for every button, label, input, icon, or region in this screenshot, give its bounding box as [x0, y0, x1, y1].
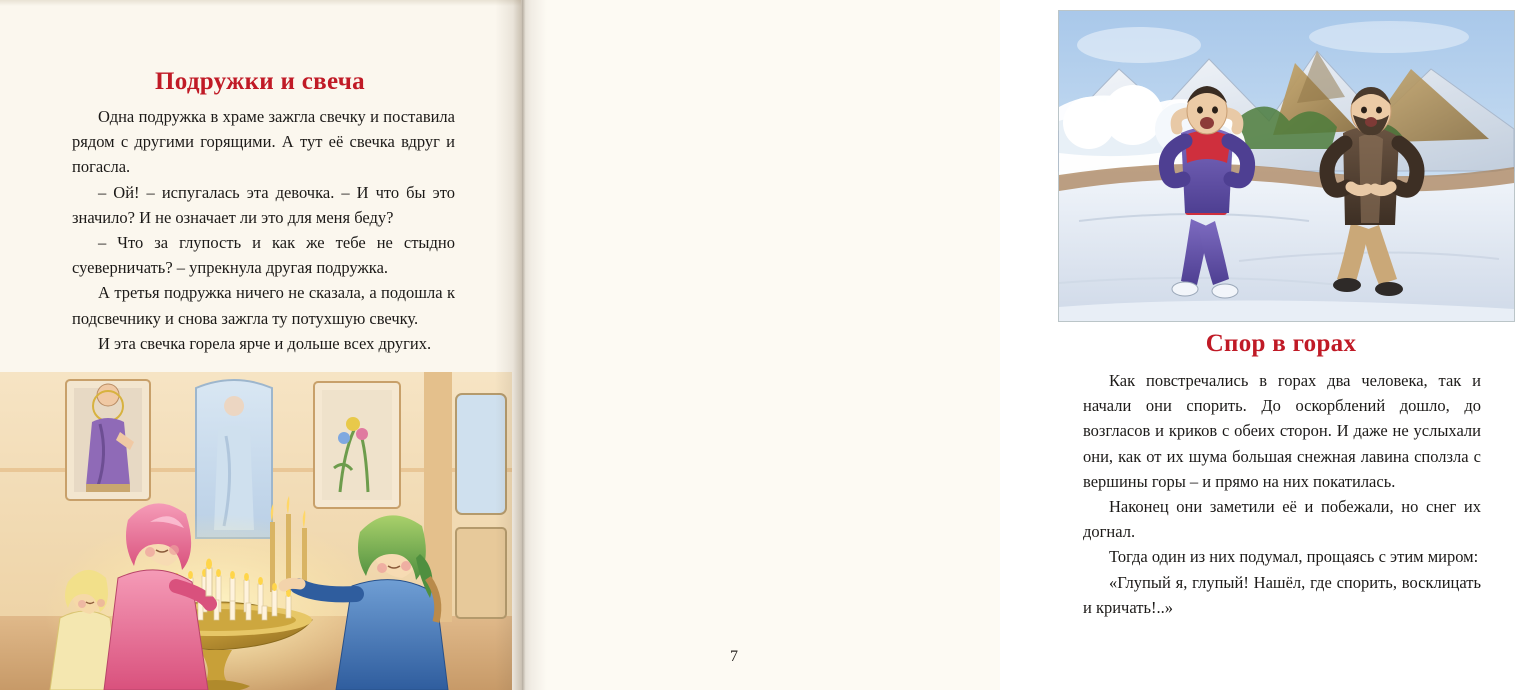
paragraph: Наконец они заметили её и побежали, но снег их догнал. — [1083, 497, 1481, 542]
paragraph: «Глупый я, глупый! Нашёл, где спорить, восклицать и кричать!..» — [1083, 572, 1481, 617]
mountain-avalanche-illustration — [1058, 10, 1515, 322]
right-page — [521, 0, 1481, 690]
left-page — [0, 0, 521, 690]
paragraph: А третья подружка ничего не сказала, а подошла к подсвечнику и снова зажгла ту потухшую свечку. — [72, 283, 455, 328]
page-number: 7 — [730, 648, 738, 665]
paragraph: Как повстречались в горах два человека, так и начали они спорить. До оскорблений дошло, до возгласов и криков с обеих сторон. И даже не услыхали они, как от их шума большая снежная лавина сползла с вершины горы – и прямо на них покатилась. — [1083, 371, 1481, 491]
paragraph: И эта свечка горела ярче и дольше всех других. — [98, 333, 432, 353]
paragraph: – Что за глупость и как же тебе не стыдно суеверничать? – упрекнула другая подружка. — [72, 233, 455, 278]
right-story-body — [1083, 368, 1481, 620]
paragraph: Одна подружка в храме зажгла свечку и поставила рядом с другими горящими. А тут её свечка вдруг и погасла. — [72, 107, 455, 177]
left-story-body — [72, 104, 455, 356]
book-gutter — [513, 0, 531, 690]
paragraph: – Ой! – испугалась эта девочка. – И что бы это значило? И не означает ли это для меня беду? — [72, 182, 455, 227]
page-edge-highlight — [0, 0, 521, 6]
left-story-title: Подружки и свеча — [155, 68, 365, 95]
paragraph: Тогда один из них подумал, прощаясь с этим миром: — [1109, 547, 1479, 567]
right-story-title: Спор в горах — [1205, 330, 1357, 357]
church-candles-illustration — [0, 372, 512, 690]
